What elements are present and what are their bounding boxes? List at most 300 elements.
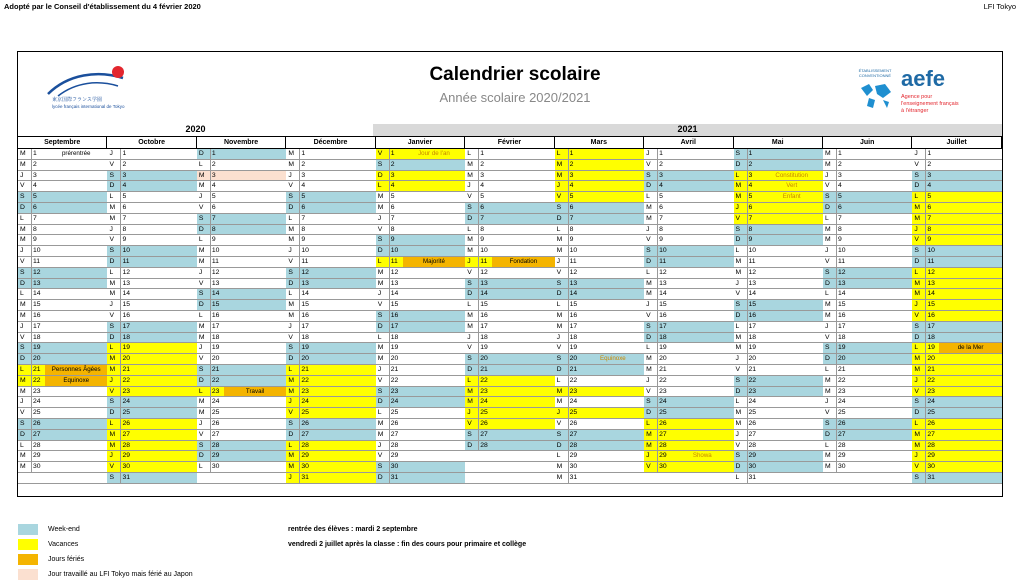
weekday: J xyxy=(555,408,568,418)
day-cell xyxy=(823,354,912,365)
day-event xyxy=(134,354,196,364)
day-number: 24 xyxy=(299,397,313,407)
day-cell xyxy=(286,322,375,333)
weekday: S xyxy=(734,225,747,235)
weekday: S xyxy=(197,441,210,451)
weekday: D xyxy=(823,354,836,364)
weekday: V xyxy=(467,193,472,201)
weekday: M xyxy=(288,301,294,309)
day-event xyxy=(671,397,733,407)
day-number: 23 xyxy=(568,387,582,397)
day-event xyxy=(313,354,375,364)
weekday: M xyxy=(377,355,384,363)
day-cell xyxy=(286,376,375,387)
day-number: 18 xyxy=(747,333,761,343)
day-cell xyxy=(734,149,823,160)
day-event xyxy=(403,311,465,321)
day-number: 1 xyxy=(299,149,313,159)
weekday: L xyxy=(646,268,650,276)
day-number: 23 xyxy=(747,387,761,397)
day-number: 4 xyxy=(389,181,403,191)
day-cell xyxy=(286,441,375,452)
day-cell xyxy=(734,419,823,430)
weekday: D xyxy=(376,171,389,181)
day-cell xyxy=(107,441,196,452)
day-cell xyxy=(823,408,912,419)
day-cell xyxy=(734,181,823,192)
day-number: 6 xyxy=(657,203,671,213)
day-number: 17 xyxy=(389,322,403,332)
weekday: M xyxy=(20,387,26,395)
day-cell xyxy=(734,192,823,203)
day-number: 8 xyxy=(120,225,134,235)
day-event xyxy=(403,365,465,375)
day-number: 20 xyxy=(925,354,939,364)
weekday: M xyxy=(824,225,831,233)
weekday: V xyxy=(824,333,830,341)
day-event xyxy=(492,322,554,332)
day-event xyxy=(671,181,733,191)
day-cell xyxy=(376,473,465,484)
day-cell xyxy=(734,268,823,279)
day-number: 23 xyxy=(389,387,403,397)
day-event xyxy=(134,451,196,461)
day-number: 25 xyxy=(925,408,939,418)
day-number: 25 xyxy=(747,408,761,418)
day-number: 14 xyxy=(31,289,45,299)
day-cell xyxy=(734,225,823,236)
day-cell xyxy=(286,333,375,344)
day-number: 29 xyxy=(210,451,224,461)
day-cell xyxy=(555,354,644,365)
weekday: V xyxy=(555,192,568,202)
day-cell xyxy=(107,397,196,408)
day-cell xyxy=(376,333,465,344)
day-event xyxy=(313,225,375,235)
day-cell xyxy=(18,354,107,365)
day-number: 30 xyxy=(836,462,850,472)
day-event xyxy=(939,192,1001,202)
day-number: 2 xyxy=(210,160,224,170)
day-event xyxy=(134,181,196,191)
day-cell xyxy=(18,214,107,225)
day-number: 9 xyxy=(389,235,403,245)
day-cell xyxy=(912,322,1001,333)
day-number: 28 xyxy=(925,441,939,451)
day-number: 30 xyxy=(747,462,761,472)
day-number: 23 xyxy=(31,387,45,397)
day-event xyxy=(671,430,733,440)
day-number: 18 xyxy=(657,333,671,343)
day-event xyxy=(45,225,107,235)
day-event xyxy=(761,300,823,310)
day-number: 2 xyxy=(836,160,850,170)
day-event xyxy=(582,289,644,299)
day-number: 10 xyxy=(836,246,850,256)
day-event xyxy=(403,225,465,235)
day-event xyxy=(939,149,1001,159)
day-event xyxy=(45,192,107,202)
day-number: 4 xyxy=(478,181,492,191)
day-cell xyxy=(555,257,644,268)
day-event xyxy=(761,214,823,224)
weekday: V xyxy=(20,257,25,265)
day-cell xyxy=(912,430,1001,441)
day-event xyxy=(403,192,465,202)
day-event xyxy=(939,289,1001,299)
day-cell xyxy=(912,192,1001,203)
weekday: J xyxy=(465,408,478,418)
day-number: 28 xyxy=(120,441,134,451)
day-event: Personnes Âgées xyxy=(45,365,107,375)
top-bar xyxy=(0,0,1024,14)
day-cell xyxy=(286,300,375,311)
day-number: 21 xyxy=(568,365,582,375)
day-cell xyxy=(197,268,286,279)
day-cell xyxy=(912,171,1001,182)
day-number: 1 xyxy=(836,149,850,159)
day-number: 1 xyxy=(747,149,761,159)
day-cell xyxy=(734,203,823,214)
weekday: D xyxy=(197,149,210,159)
weekday: D xyxy=(734,235,747,245)
weekday: S xyxy=(107,397,120,407)
day-event xyxy=(761,441,823,451)
day-number: 18 xyxy=(389,333,403,343)
lfi-logo-icon xyxy=(38,60,148,118)
weekday: J xyxy=(555,181,568,191)
day-event xyxy=(761,473,823,483)
month-9: Juin xyxy=(823,137,912,148)
day-number: 8 xyxy=(925,225,939,235)
day-event xyxy=(134,246,196,256)
day-event xyxy=(45,235,107,245)
weekday: J xyxy=(20,247,24,255)
day-number: 11 xyxy=(478,257,492,267)
legend-label: Vacances xyxy=(48,541,79,548)
weekday: J xyxy=(912,376,925,386)
day-number: 1 xyxy=(389,149,403,159)
day-cell xyxy=(734,376,823,387)
day-cell xyxy=(734,441,823,452)
day-event xyxy=(224,343,286,353)
day-cell xyxy=(734,365,823,376)
day-event xyxy=(761,343,823,353)
day-event xyxy=(939,333,1001,343)
weekday: V xyxy=(824,182,830,190)
day-event xyxy=(850,365,912,375)
day-cell xyxy=(18,462,107,473)
weekday: V xyxy=(198,355,204,363)
day-number: 28 xyxy=(31,441,45,451)
day-cell xyxy=(465,462,554,473)
day-number: 15 xyxy=(925,300,939,310)
day-event xyxy=(671,257,733,267)
day-number: 22 xyxy=(478,376,492,386)
day-number: 26 xyxy=(210,419,224,429)
day-event xyxy=(939,246,1001,256)
weekday: V xyxy=(20,333,25,341)
day-cell xyxy=(376,225,465,236)
day-event xyxy=(313,430,375,440)
day-event xyxy=(850,279,912,289)
day-cell xyxy=(644,473,733,484)
day-number: 15 xyxy=(31,300,45,310)
weekday: M xyxy=(467,247,473,255)
weekday: D xyxy=(555,365,568,375)
weekday: V xyxy=(198,279,204,287)
day-event xyxy=(403,462,465,472)
day-number: 5 xyxy=(299,192,313,202)
weekday: M xyxy=(20,225,26,233)
day-number: 21 xyxy=(657,365,671,375)
day-event xyxy=(761,268,823,278)
day-cell xyxy=(286,246,375,257)
school-name: LFI Tokyo xyxy=(983,2,1016,11)
weekday: D xyxy=(644,257,657,267)
day-event xyxy=(850,300,912,310)
day-cell xyxy=(18,268,107,279)
day-event xyxy=(492,311,554,321)
weekday: S xyxy=(376,387,389,397)
day-number: 30 xyxy=(389,462,403,472)
day-cell xyxy=(107,451,196,462)
day-event xyxy=(403,300,465,310)
day-cell xyxy=(286,311,375,322)
day-event xyxy=(671,300,733,310)
day-number: 30 xyxy=(210,462,224,472)
day-event xyxy=(939,279,1001,289)
day-event xyxy=(403,279,465,289)
day-number: 24 xyxy=(568,397,582,407)
day-event xyxy=(761,376,823,386)
weekday: S xyxy=(376,160,389,170)
day-number: 14 xyxy=(389,289,403,299)
day-cell xyxy=(823,333,912,344)
note-rentree: rentrée des élèves : mardi 2 septembre xyxy=(288,526,418,533)
day-number: 31 xyxy=(925,473,939,483)
day-event xyxy=(224,149,286,159)
day-cell xyxy=(912,149,1001,160)
weekday: S xyxy=(376,311,389,321)
day-cell xyxy=(644,149,733,160)
day-event xyxy=(850,192,912,202)
weekday: V xyxy=(198,430,204,438)
day-event xyxy=(224,376,286,386)
weekday: V xyxy=(646,160,651,168)
day-number: 9 xyxy=(836,235,850,245)
day-number: 2 xyxy=(657,160,671,170)
day-event xyxy=(761,397,823,407)
day-number: 9 xyxy=(31,235,45,245)
day-event xyxy=(761,419,823,429)
weekday: J xyxy=(109,225,113,233)
day-number: 13 xyxy=(568,279,582,289)
day-event xyxy=(939,300,1001,310)
day-cell xyxy=(912,257,1001,268)
day-cell xyxy=(107,333,196,344)
weekday: V xyxy=(912,387,925,397)
weekday: J xyxy=(286,397,299,407)
day-event xyxy=(671,376,733,386)
weekday: M xyxy=(198,333,205,341)
day-event xyxy=(492,149,554,159)
weekday: S xyxy=(823,192,836,202)
day-event xyxy=(313,441,375,451)
day-number: 11 xyxy=(299,257,313,267)
weekday: V xyxy=(646,311,651,319)
day-number: 27 xyxy=(657,430,671,440)
notes xyxy=(288,522,526,552)
day-event xyxy=(313,451,375,461)
day-number: 12 xyxy=(925,268,939,278)
day-number: 19 xyxy=(925,343,939,353)
day-cell xyxy=(197,257,286,268)
day-number: 20 xyxy=(747,354,761,364)
day-event xyxy=(850,343,912,353)
weekday: M xyxy=(912,441,925,451)
day-event xyxy=(492,289,554,299)
day-cell xyxy=(197,214,286,225)
day-event xyxy=(939,376,1001,386)
weekday: M xyxy=(20,150,26,157)
day-cell xyxy=(644,160,733,171)
day-cell xyxy=(823,203,912,214)
weekday: D xyxy=(197,451,210,461)
day-event xyxy=(313,387,375,397)
weekday: M xyxy=(556,322,563,330)
day-number: 20 xyxy=(210,354,224,364)
day-number: 1 xyxy=(478,149,492,159)
day-event xyxy=(403,441,465,451)
day-number: 3 xyxy=(299,171,313,181)
day-cell xyxy=(286,225,375,236)
weekday: S xyxy=(555,203,568,213)
weekday: S xyxy=(465,203,478,213)
day-cell xyxy=(465,387,554,398)
day-number: 13 xyxy=(925,279,939,289)
day-number: 30 xyxy=(120,462,134,472)
day-cell xyxy=(644,441,733,452)
day-cell xyxy=(644,365,733,376)
weekday: V xyxy=(734,214,747,224)
day-number: 16 xyxy=(836,311,850,321)
day-event xyxy=(761,160,823,170)
day-cell xyxy=(555,408,644,419)
weekday: D xyxy=(555,214,568,224)
day-event xyxy=(492,354,554,364)
day-event xyxy=(582,300,644,310)
day-number: 19 xyxy=(836,343,850,353)
day-event xyxy=(850,451,912,461)
day-number: 2 xyxy=(568,160,582,170)
day-number: 8 xyxy=(747,225,761,235)
weekday: L xyxy=(467,150,471,157)
weekday: L xyxy=(20,290,24,298)
day-event xyxy=(582,192,644,202)
weekday: L xyxy=(377,409,382,417)
weekday: M xyxy=(735,409,742,417)
day-cell xyxy=(644,408,733,419)
day-number: 27 xyxy=(747,430,761,440)
day-event xyxy=(45,181,107,191)
day-event xyxy=(850,171,912,181)
day-number: 7 xyxy=(657,214,671,224)
day-number: 14 xyxy=(925,289,939,299)
day-number: 2 xyxy=(925,160,939,170)
day-cell xyxy=(734,311,823,322)
weekday: L xyxy=(377,333,382,341)
day-number: 6 xyxy=(210,203,224,213)
weekday: L xyxy=(107,343,120,353)
weekday: M xyxy=(20,301,26,309)
day-number: 27 xyxy=(210,430,224,440)
day-cell xyxy=(644,397,733,408)
day-event xyxy=(850,235,912,245)
weekday: L xyxy=(644,419,657,429)
day-event xyxy=(45,171,107,181)
weekday: V xyxy=(735,365,741,373)
day-cell xyxy=(18,171,107,182)
weekday: M xyxy=(467,171,473,179)
weekday: M xyxy=(556,398,563,406)
weekday: S xyxy=(912,473,925,483)
day-event xyxy=(492,419,554,429)
day-event xyxy=(492,376,554,386)
day-number: 22 xyxy=(747,376,761,386)
day-cell xyxy=(465,268,554,279)
day-event xyxy=(45,408,107,418)
day-number: 4 xyxy=(299,181,313,191)
day-cell xyxy=(107,387,196,398)
day-number: 20 xyxy=(568,354,582,364)
weekday: M xyxy=(824,463,831,471)
weekday: V xyxy=(288,182,293,190)
weekday: S xyxy=(465,354,478,364)
weekday: D xyxy=(823,279,836,289)
day-number: 29 xyxy=(568,451,582,461)
weekday: M xyxy=(734,192,747,202)
day-event xyxy=(45,257,107,267)
day-cell xyxy=(912,473,1001,484)
day-number: 31 xyxy=(389,473,403,483)
day-event xyxy=(224,279,286,289)
day-event xyxy=(939,365,1001,375)
day-event xyxy=(761,225,823,235)
day-number: 16 xyxy=(389,311,403,321)
day-number: 21 xyxy=(120,365,134,375)
day-event xyxy=(224,333,286,343)
day-number: 18 xyxy=(299,333,313,343)
day-event xyxy=(313,181,375,191)
day-cell xyxy=(107,311,196,322)
weekday: D xyxy=(912,181,925,191)
weekday: L xyxy=(824,290,829,298)
day-number: 8 xyxy=(299,225,313,235)
day-event xyxy=(939,387,1001,397)
day-number: 10 xyxy=(657,246,671,256)
day-cell xyxy=(376,235,465,246)
day-event xyxy=(45,322,107,332)
day-event xyxy=(850,397,912,407)
day-number: 19 xyxy=(299,343,313,353)
day-event xyxy=(582,473,644,483)
day-event xyxy=(224,397,286,407)
weekday: V xyxy=(646,387,651,395)
day-number: 27 xyxy=(31,430,45,440)
day-cell xyxy=(286,268,375,279)
weekday: M xyxy=(288,160,294,168)
